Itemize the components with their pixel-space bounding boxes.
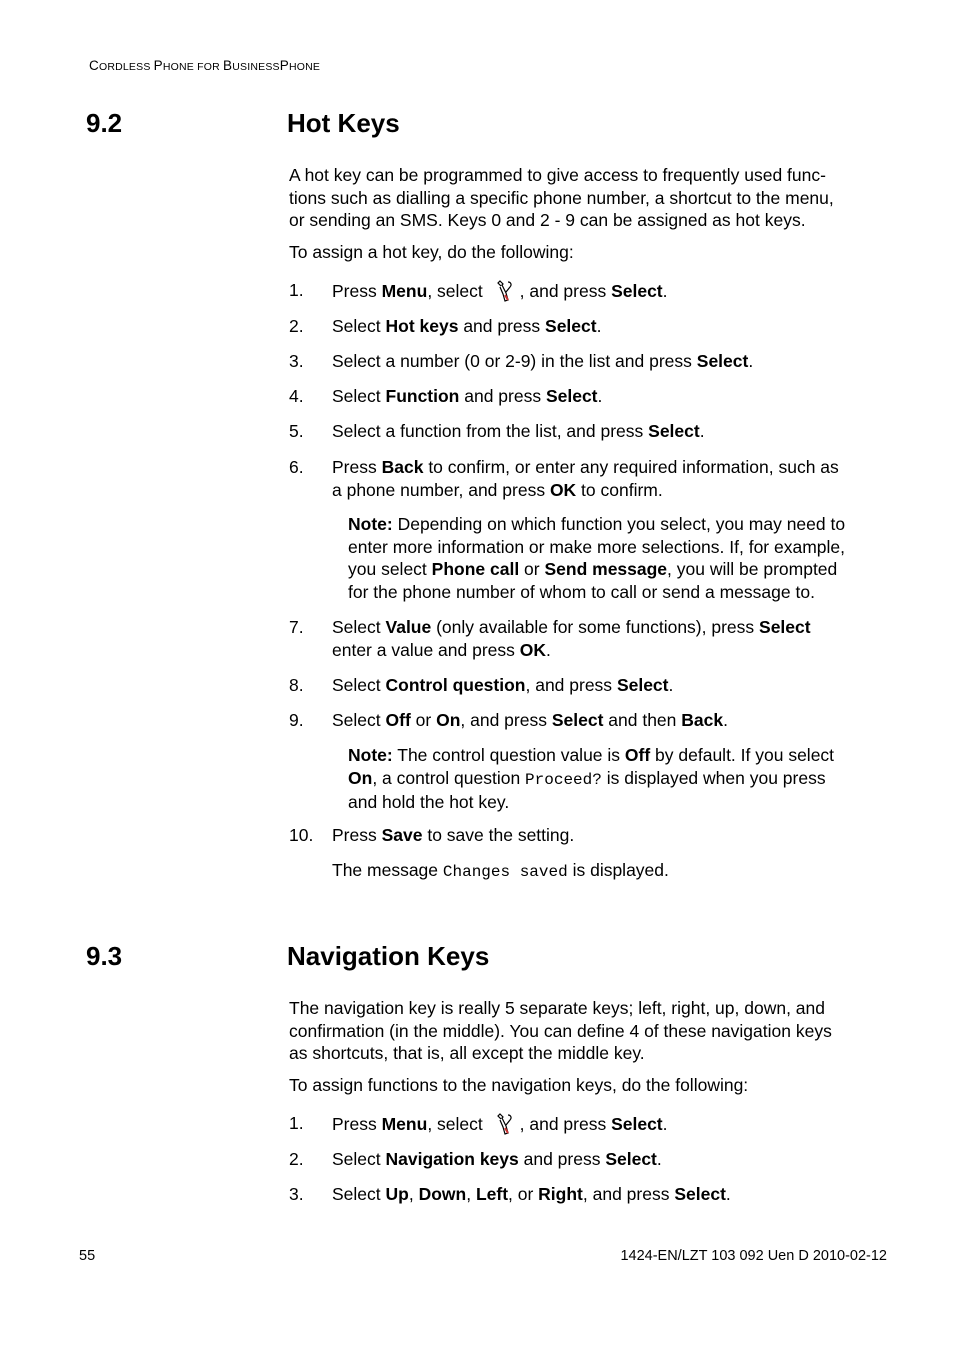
text-run: . [723, 710, 728, 730]
step-text [332, 674, 902, 697]
section-number: 9.3 [86, 941, 123, 971]
bold-term: Off [385, 710, 411, 730]
text-run: . [668, 675, 674, 695]
text-run: The message [332, 860, 443, 880]
text-run: is displayed. [567, 860, 669, 880]
bold-term: Send message [544, 559, 668, 580]
text-run: and press [518, 1149, 606, 1169]
bold-term: Select [551, 710, 604, 730]
step-text [332, 1148, 902, 1171]
bold-term: Back [681, 710, 724, 730]
text-run: Select [332, 617, 386, 637]
step-text [332, 824, 902, 847]
text-run: , and press [460, 710, 552, 730]
text-run: Press [332, 281, 382, 301]
text-run: , and press [519, 281, 612, 301]
step-number: 2. [289, 1149, 304, 1169]
text-run: Select [332, 316, 386, 336]
text-run: , and press [519, 1114, 612, 1134]
lead-paragraph: To assign a hot key, do the following: [289, 242, 574, 262]
bold-term: Select [696, 351, 749, 371]
text-run: , you will be prompted [667, 559, 838, 580]
running-header-part: USINESS [232, 61, 280, 73]
text-run: . [546, 639, 551, 660]
settings-wrench-icon [494, 279, 516, 303]
step-text [332, 279, 902, 303]
bold-term: Back [381, 457, 424, 477]
bold-term: Select [545, 316, 597, 336]
bold-term: On [348, 767, 373, 788]
bold-term: Note: [348, 745, 393, 765]
text-run: to confirm, or enter any required information, such as [423, 457, 839, 477]
bold-term: Menu [381, 281, 428, 301]
text-run: Depending on which function you select, you may need to [392, 514, 846, 534]
bold-term: Control question [385, 675, 526, 695]
intro-line: A hot key can be programmed to give access to frequently used func- [289, 165, 826, 185]
intro-line: as shortcuts, that is, all except the middle key. [289, 1043, 645, 1064]
running-header-part: C [89, 58, 99, 73]
document-id: 1424-EN/LZT 103 092 Uen D 2010-02-12 [620, 1248, 887, 1264]
step-text [332, 420, 902, 443]
text-run: Press [332, 457, 382, 477]
text-run: enter more information or make more selections. If, for example, [348, 536, 846, 557]
bold-term: OK [549, 479, 577, 500]
text-run: and press [459, 386, 546, 406]
page-number: 55 [79, 1248, 96, 1264]
step-number: 6. [289, 457, 304, 477]
running-header-part: HONE [288, 61, 321, 73]
text-run: Select [332, 386, 386, 406]
text-run: . [662, 1114, 668, 1134]
text-run: or [519, 559, 545, 580]
bold-term: Navigation keys [385, 1149, 519, 1169]
step-text [332, 709, 902, 732]
section-number: 9.2 [86, 108, 123, 138]
step-text [332, 456, 902, 501]
lead-paragraph: To assign functions to the navigation keys, do the following: [289, 1075, 749, 1095]
bold-term: Note: [348, 514, 393, 534]
bold-term: Menu [381, 1114, 428, 1134]
text-run: Select [332, 1184, 386, 1204]
step-text [332, 616, 902, 661]
text-run: Select a function from the list, and press [332, 421, 649, 441]
bold-term: Select [759, 617, 811, 637]
intro-paragraph [289, 164, 909, 232]
step-text [332, 385, 902, 408]
bold-term: Select [674, 1184, 726, 1204]
running-header-part: HONE FOR [162, 61, 224, 73]
bold-term: Save [381, 825, 423, 845]
text-run: to confirm. [576, 479, 663, 500]
bold-term: Function [385, 386, 460, 406]
step-number: 9. [289, 710, 304, 730]
text-run: . [699, 421, 705, 441]
text-run: , [408, 1184, 419, 1204]
running-header-part: B [223, 58, 233, 73]
text-run: you select [348, 559, 432, 580]
bold-term: Value [385, 617, 432, 637]
bold-term: Up [385, 1184, 409, 1204]
text-run: . [662, 281, 668, 301]
text-run: , select [427, 1114, 488, 1134]
bold-term: Select [616, 675, 669, 695]
bold-term: Select [605, 1149, 657, 1169]
intro-line: The navigation key is really 5 separate keys; left, right, up, down, and [289, 998, 825, 1018]
text-run: Press [332, 1114, 382, 1134]
section-title: Navigation Keys [287, 941, 490, 971]
note [348, 744, 908, 814]
running-header-part: P [279, 58, 289, 73]
bold-term: Phone call [431, 559, 520, 580]
text-run: Select a number (0 or 2-9) in the list and press [332, 351, 697, 371]
step-number: 4. [289, 386, 304, 406]
step-text [332, 1112, 902, 1136]
text-run: Select [332, 675, 386, 695]
step-number: 3. [289, 1184, 304, 1204]
step-number: 1. [289, 280, 304, 300]
text-run: . [725, 1184, 731, 1204]
text-run: . [596, 316, 602, 336]
text-run: is displayed when you press [601, 767, 826, 788]
step-text [332, 315, 902, 338]
text-run: a phone number, and press [332, 479, 550, 500]
bold-term: Select [545, 386, 598, 406]
text-run: or [410, 710, 437, 730]
text-run: Select [332, 1149, 386, 1169]
step-number: 3. [289, 351, 304, 371]
running-header-part: ORDLESS [98, 61, 154, 73]
step-number: 2. [289, 316, 304, 336]
text-run: , select [427, 281, 488, 301]
text-run: , [466, 1184, 476, 1204]
intro-line: or sending an SMS. Keys 0 and 2 - 9 can be assigned as hot keys. [289, 210, 806, 231]
text-run: . [748, 351, 754, 371]
text-run: The control question value is [392, 745, 625, 765]
bold-term: Down [418, 1184, 467, 1204]
step-text [332, 1183, 902, 1206]
bold-term: Select [611, 1114, 663, 1134]
intro-line: confirmation (in the middle). You can define 4 of these navigation keys [289, 1020, 832, 1041]
text-run: for the phone number of whom to call or send a message to. [348, 581, 815, 602]
text-run: Press [332, 825, 382, 845]
step-number: 7. [289, 617, 304, 637]
bold-term: Select [648, 421, 700, 441]
running-header [89, 58, 320, 73]
text-run: enter a value and press [332, 639, 520, 660]
running-header-part: P [153, 58, 163, 73]
text-run: , a control question [372, 767, 526, 788]
bold-term: Off [624, 745, 651, 765]
text-run: Select [332, 710, 386, 730]
section-title: Hot Keys [287, 108, 400, 138]
settings-wrench-icon [494, 1112, 516, 1136]
step-number: 1. [289, 1113, 304, 1133]
text-run: to save the setting. [422, 825, 575, 845]
text-run: , and press [582, 1184, 675, 1204]
intro-paragraph [289, 997, 909, 1065]
text-run: , and press [525, 675, 617, 695]
step-number: 5. [289, 421, 304, 441]
note [348, 513, 908, 603]
display-message: Proceed? [525, 770, 602, 789]
text-run: and press [458, 316, 546, 336]
step-number: 8. [289, 675, 304, 695]
text-run: and then [603, 710, 682, 730]
bold-term: On [436, 710, 461, 730]
display-message: Changes saved [442, 863, 568, 881]
result-text [332, 859, 902, 884]
step-text [332, 350, 902, 373]
text-run: (only available for some functions), press [431, 617, 760, 637]
bold-term: Right [538, 1184, 583, 1204]
text-run: by default. If you select [650, 745, 835, 765]
text-run: . [597, 386, 603, 406]
bold-term: Hot keys [385, 316, 459, 336]
text-run: , or [508, 1184, 539, 1204]
text-run: . [656, 1149, 662, 1169]
step-number: 10. [289, 825, 314, 845]
bold-term: OK [519, 639, 547, 660]
text-run: and hold the hot key. [348, 792, 510, 813]
bold-term: Select [611, 281, 663, 301]
intro-line: tions such as dialling a specific phone number, a shortcut to the menu, [289, 187, 834, 208]
bold-term: Left [475, 1184, 509, 1204]
